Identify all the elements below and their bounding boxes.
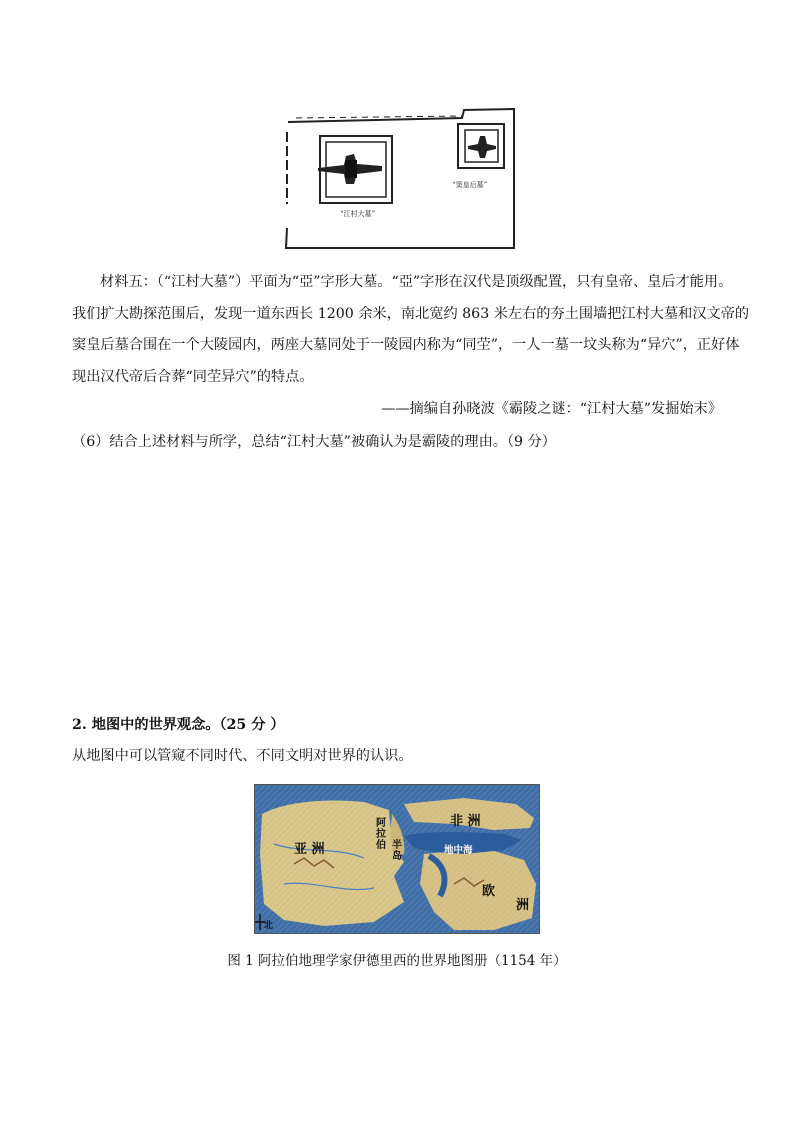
map-label-arabia-char-5: 岛	[392, 851, 402, 862]
material5-paragraph	[72, 267, 750, 393]
map-label-arabia	[376, 818, 388, 851]
map-label-asia: 亚 洲	[294, 842, 325, 857]
figure-1-caption: 图 1 阿拉伯地理学家伊德里西的世界地图册（1154 年）	[227, 953, 567, 969]
map-label-arabia-char-2: 拉	[376, 829, 386, 840]
material5-line-4: 现出汉代帝后合葬“同茔异穴”的特点。	[72, 368, 314, 385]
plan-label-dou-empress: “窦皇后墓”	[452, 181, 488, 189]
question-2-title: 2. 地图中的世界观念。（25 分 ）	[72, 717, 285, 733]
material5-line-2: 我们扩大勘探范围后，发现一道东西长 1200 余米，南北宽约 863 米左右的夯土围墙把江村大墓和汉文帝的	[72, 305, 750, 322]
map-label-arabia-char-1: 阿	[376, 818, 386, 829]
tomb-plan-figure	[282, 108, 518, 251]
question-2-intro: 从地图中可以管窥不同时代、不同文明对世界的认识。	[72, 748, 413, 764]
map-label-europe-1: 欧	[482, 884, 496, 899]
map-label-north: 北	[264, 921, 274, 931]
material5-line-3: 窦皇后墓合围在一个大陵园内，两座大墓同处于一陵园内称为“同茔”，一人一墓一坟头称为“异穴”，正好体	[72, 337, 740, 353]
material5-line-1: 材料五：（“江村大墓”）平面为“亞”字形大墓。“亞”字形在汉代是顶级配置，只有皇帝、皇后才能用。	[100, 274, 733, 290]
question-6: （6）结合上述材料与所学，总结“江村大墓”被确认为是霸陵的理由。（9 分）	[72, 434, 556, 450]
plan-label-jiangcun: “江村大墓”	[340, 210, 376, 218]
map-label-peninsula	[392, 840, 404, 862]
map-label-africa: 非 洲	[450, 814, 481, 829]
map-label-europe-2: 洲	[516, 898, 530, 913]
idrisi-map-figure	[254, 784, 540, 934]
map-label-mediterranean: 地中海	[444, 845, 473, 856]
map-label-arabia-char-4: 半	[392, 840, 402, 851]
map-label-arabia-char-3: 伯	[376, 840, 386, 851]
material5-source: ——摘编自孙晓波《霸陵之谜：“江村大墓”发掘始末》	[381, 401, 722, 417]
